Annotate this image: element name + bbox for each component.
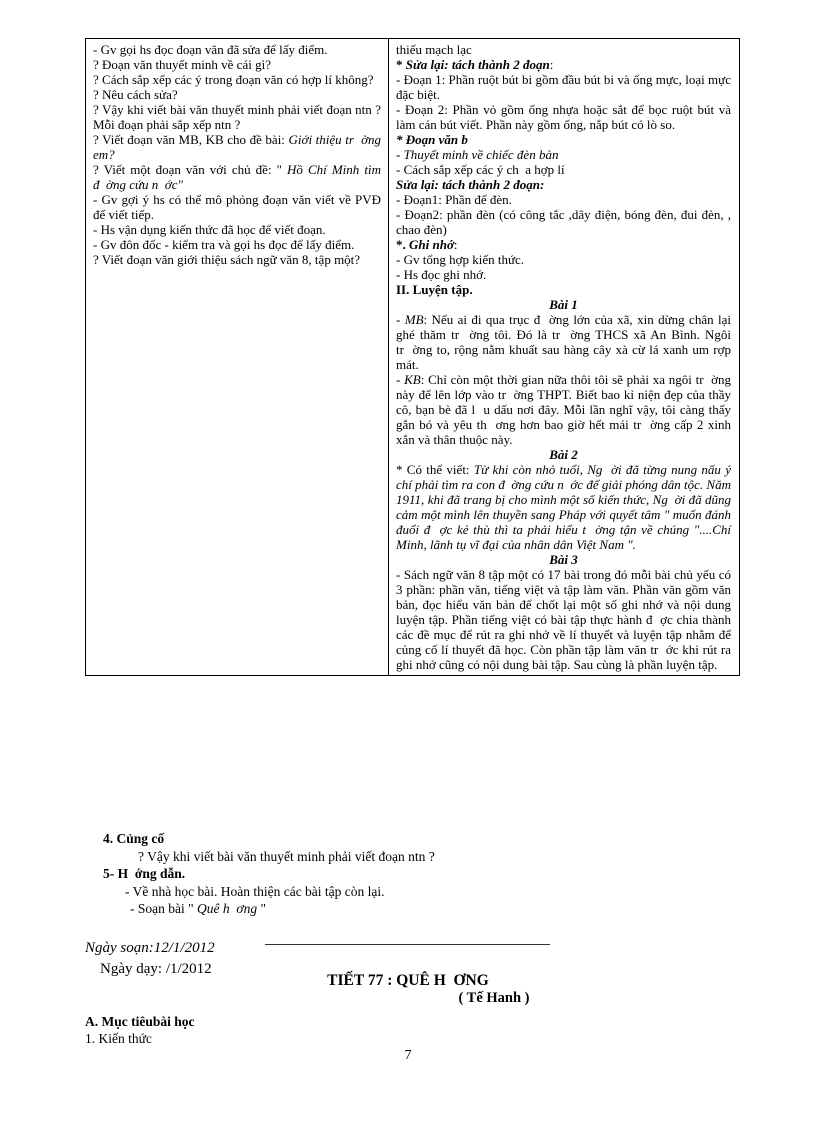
paragraph: - Sách ngữ văn 8 tập một có 17 bài trong đó mỗi bài chủ yếu có 3 phần: phần văn, tiếng việt và tập làm văn. Phần văn gồm văn bản, đọc hiểu văn bản để chốt lại một số ghi nhớ và nội dung luyện tập. Phần tiếng việt có bài tập thực hành đ ợc chia thành các đề mục để rút ra ghi nhớ về lí thuyết và luyện tập nhằm để củng cố lí thuyết đã học. Còn phần tập làm văn tr ớc khi rút ra ghi nhớ cũng có nội dung bài tập. Sau cùng là phần luyện tập.: [396, 567, 731, 672]
paragraph: [396, 312, 731, 372]
section-4-question: ? Vậy khi viết bài văn thuyết minh phải viết đoạn ntn ?: [138, 848, 435, 864]
exercise-heading-bai1: Bài 1: [549, 297, 578, 312]
homework-line: - Về nhà học bài. Hoàn thiện các bài tập còn lại.: [125, 883, 385, 899]
paragraph: - Gv tổng hợp kiến thức.: [396, 252, 525, 267]
section-5-heading: 5- H ớng dẫn.: [103, 866, 186, 881]
table-column-teacher-activities: [86, 39, 389, 675]
paragraph: - Hs vận dụng kiến thức đã học để viết đoạn.: [93, 222, 326, 237]
text-segment-italic: MB: [404, 312, 424, 327]
text-segment-italic: KB: [404, 372, 421, 387]
text-segment: - Soạn bài ": [130, 901, 197, 916]
prepare-lesson-line: [103, 900, 435, 918]
text-segment-italic: Hồ Chí Minh tìm đ ờng cứu n ớc": [93, 162, 381, 192]
page-number: 7: [404, 1048, 412, 1063]
paragraph: - Đoạn 1: Phần ruột bút bi gồm đầu bút bi và ống mực, loại mực đặc biệt.: [396, 72, 731, 102]
text-segment-bold-italic: Ghi nhớ: [409, 237, 454, 252]
text-segment: :: [549, 57, 554, 72]
heading-paragraph: [396, 237, 731, 252]
paragraph: - Hs đọc ghi nhớ.: [396, 267, 487, 282]
text-segment: : Chỉ còn một thời gian nữa thôi tôi sẽ phải xa ngôi tr ờng này để lên lớp vào tr ờng THPT. Biết bao kỉ niện đẹp của thầy cô, bạn bè đã l u dấu nơi đây. Mỗi lần nghĩ vậy, tôi càng thấy gắn bó và yêu th ơng hơn bao giờ hết mái tr ờng cấp 2 xinh xắn và thân thuộc này.: [396, 372, 731, 447]
heading-paragraph: * Đoạn văn b: [396, 132, 468, 147]
text-segment: ? Viết đoạn văn MB, KB cho đề bài:: [93, 132, 289, 147]
exercise-heading-bai3: Bài 3: [549, 552, 578, 567]
date-prepared: Ngày soạn:12/1/2012: [85, 940, 215, 956]
paragraph: - Đoạn2: phần đèn (có công tắc ,dây điện, bóng đèn, đui đèn, , chao đèn): [396, 207, 731, 237]
text-segment: -: [396, 312, 405, 327]
paragraph: - Cách sắp xếp các ý ch a hợp lí: [396, 162, 565, 177]
lesson-title: TIẾT 77 : QUÊ H ƠNG: [327, 972, 489, 989]
question-paragraph: ? Đoạn văn thuyết minh về cái gì?: [93, 57, 271, 72]
text-segment: *: [396, 57, 406, 72]
table-column-content: [389, 39, 738, 675]
paragraph: - Gv gọi hs đọc đoạn văn đã sửa để lấy điểm.: [93, 42, 328, 57]
text-segment: ? Viết một đoạn văn với chủ đề: ": [93, 162, 288, 177]
text-segment: -: [396, 372, 405, 387]
objectives-section: [85, 1013, 195, 1047]
objectives-heading: A. Mục tiêubài học: [85, 1014, 195, 1029]
text-segment-italic: Giới thiệu tr ờng em?: [93, 132, 382, 162]
question-paragraph: ? Viết đoạn văn giới thiệu sách ngữ văn 8, tập một?: [93, 252, 361, 267]
question-paragraph: ? Vậy khi viết bài văn thuyết minh phải viết đoạn ntn ? Mỗi đoạn phải sắp xếp ntn ?: [93, 102, 381, 132]
paragraph-italic: - Thuyết minh về chiếc đèn bàn: [396, 147, 559, 162]
paragraph: - Gv gợi ý hs có thể mô phỏng đoạn văn viết về PVĐ để viết tiếp.: [93, 192, 381, 222]
closing-section: [103, 830, 435, 918]
exercise-heading-bai2: Bài 2: [549, 447, 578, 462]
text-segment: :: [453, 237, 458, 252]
text-segment: * Có thể viết:: [396, 462, 474, 477]
heading-paragraph: [396, 57, 731, 72]
question-paragraph: ? Cách sắp xếp các ý trong đoạn văn có hợp lí không?: [93, 72, 374, 87]
question-paragraph: [93, 132, 381, 162]
paragraph: - Gv đôn đốc - kiểm tra và gọi hs đọc để lấy điểm.: [93, 237, 355, 252]
paragraph: [396, 462, 731, 552]
text-segment-italic: Quê h ơng: [197, 901, 258, 916]
lesson-plan-table: [85, 38, 740, 676]
date-taught: Ngày dạy: /1/2012: [100, 961, 212, 977]
text-segment: *.: [396, 237, 409, 252]
question-paragraph: [93, 162, 381, 192]
text-segment: ": [257, 901, 266, 916]
heading-paragraph: Sửa lại: tách thành 2 đoạn:: [396, 177, 545, 192]
horizontal-divider: [265, 944, 550, 945]
paragraph: - Đoạn1: Phần đế đèn.: [396, 192, 512, 207]
question-paragraph: ? Nêu cách sửa?: [93, 87, 178, 102]
paragraph: - Đoạn 2: Phần vỏ gồm ống nhựa hoặc sắt để bọc ruột bút và làm cán bút viết. Phần này gồm ống, nắp bút có lò so.: [396, 102, 731, 132]
text-segment-bold-italic: Sửa lại: tách thành 2 đoạn: [405, 57, 550, 72]
knowledge-subheading: 1. Kiến thức: [85, 1031, 152, 1046]
lesson-author: ( Tế Hanh ): [458, 990, 530, 1006]
section-4-heading: 4. Củng cố: [103, 831, 165, 846]
paragraph: thiếu mạch lạc: [396, 42, 472, 57]
section-heading: II. Luyện tập.: [396, 282, 473, 297]
paragraph: [396, 372, 731, 447]
text-segment-italic: Từ khi còn nhỏ tuổi, Ng ời đã từng nung nấu ý chí phải tìm ra con đ ờng cứu n ớc để giải phóng dân tộc. Năm 1911, khi đã trang bị cho mình một số kiến thức, Ng ời đã dũng cảm một mình lên thuyền sang Pháp với quyết tâm " muốn đánh đuổi đ ợc kẻ thù thì ta phải hiểu t ờng tận về chúng "....Chí Minh, lãnh tụ vĩ đại của nhân dân Việt Nam ".: [396, 462, 731, 552]
text-segment: : Nếu ai đi qua trục đ ờng lớn của xã, xin dừng chân lại ghé thăm tr ờng tôi. Đó là tr ờng THCS xã An Bình. Ngôi tr ờng to, rộng nằm khuất sau hàng cây xà cừ lá xanh um rợp mát.: [396, 312, 731, 372]
